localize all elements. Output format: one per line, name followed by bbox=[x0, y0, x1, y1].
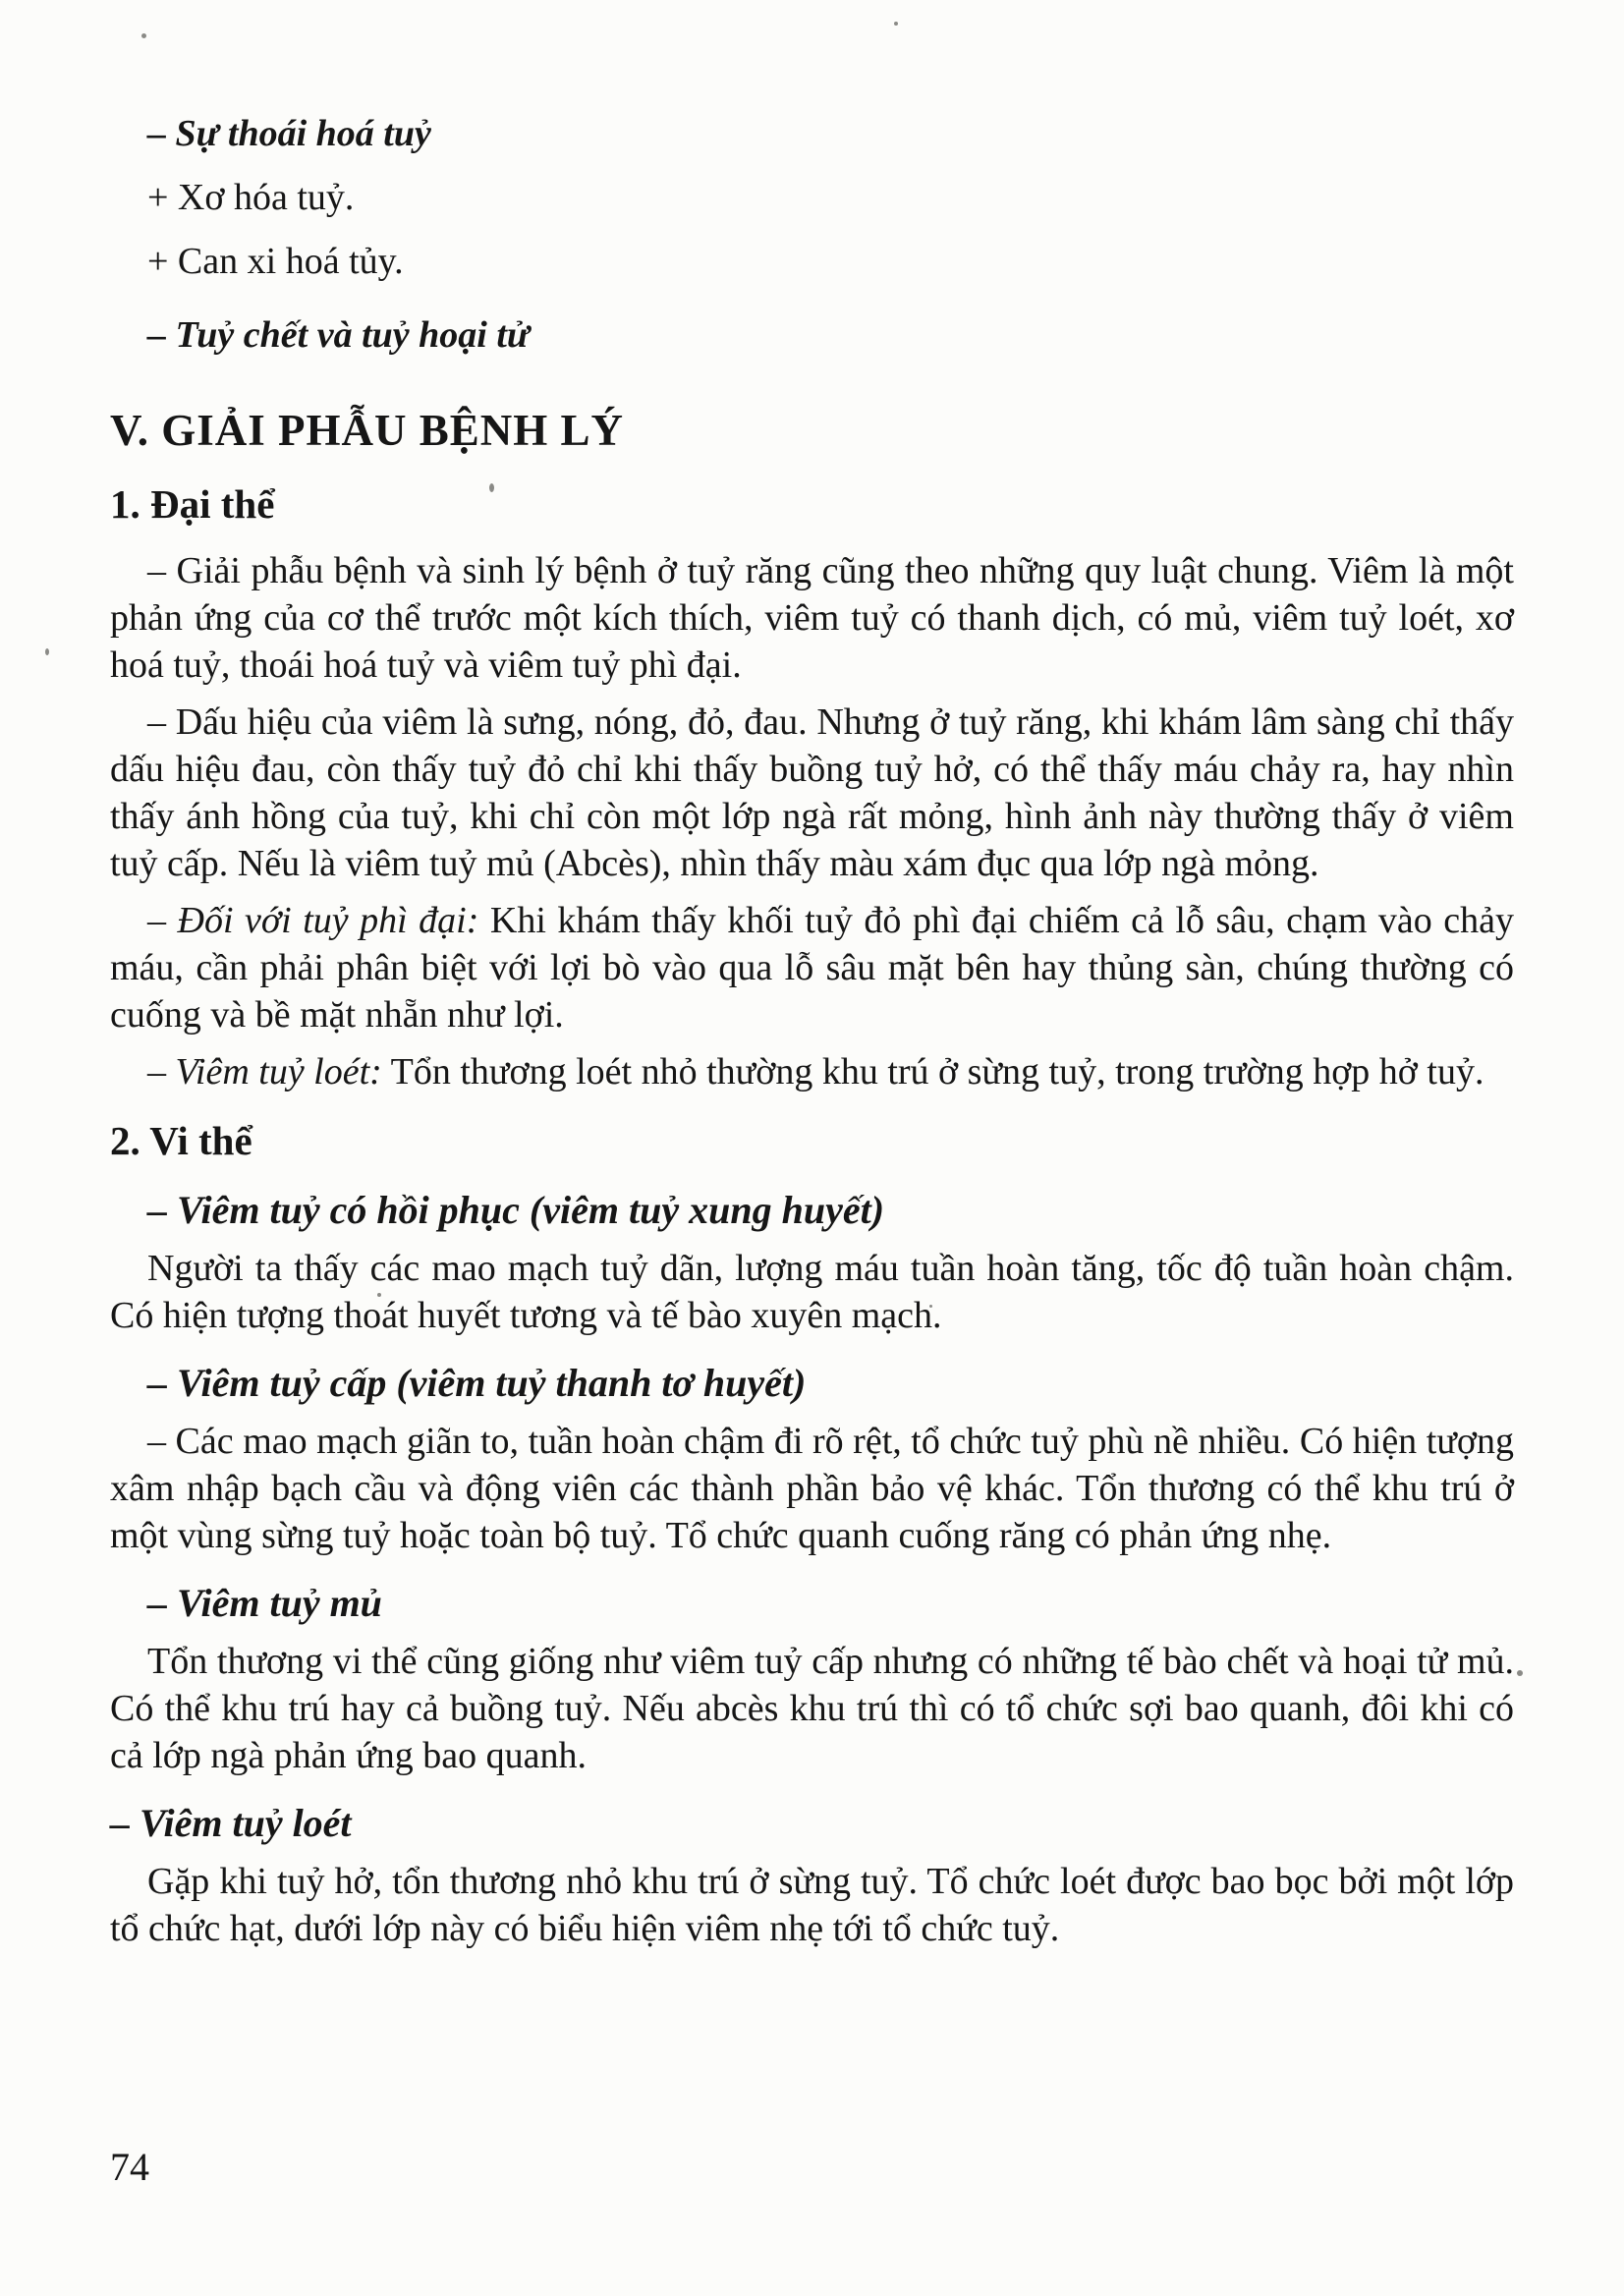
subheading-acute-pulpitis: – Viêm tuỷ cấp (viêm tuỷ thanh tơ huyết) bbox=[147, 1361, 807, 1405]
paragraph-reversible: Người ta thấy các mao mạch tuỷ dãn, lượng máu tuần hoàn tăng, tốc độ tuần hoàn chậm. Có hiện tượng thoát huyết tương và tế bào xuyên mạch. bbox=[110, 1248, 1514, 1336]
scan-speck bbox=[894, 22, 898, 26]
section-heading: V. GIẢI PHẪU BỆNH LÝ bbox=[110, 406, 624, 455]
inline-subheading-hyperplastic: – Đối với tuỷ phì đại: bbox=[147, 900, 479, 941]
subsection-heading-micro: 2. Vi thể bbox=[110, 1118, 252, 1163]
subheading-purulent-pulpitis: – Viêm tuỷ mủ bbox=[147, 1581, 382, 1625]
list-item-fibrosis: + Xơ hóa tuỷ. bbox=[147, 177, 355, 218]
paragraph-ulcer bbox=[110, 1048, 1514, 1095]
paragraph-hyperplastic-text: Khi khám thấy khối tuỷ đỏ phì đại chiếm cả lỗ sâu, chạm vào chảy máu, cần phải phân biệt với lợi bò vào qua lỗ sâu mặt bên hay thủng sàn, chúng thường có cuống và bề mặt nhẵn như lợi. bbox=[110, 900, 1514, 1036]
paragraph-ulcer-text: Tổn thương loét nhỏ thường khu trú ở sừng tuỷ, trong trường hợp hở tuỷ. bbox=[381, 1051, 1484, 1092]
scan-speck bbox=[1517, 1670, 1523, 1676]
subsection-heading-gross: 1. Đại thể bbox=[110, 481, 275, 527]
scan-speck bbox=[141, 33, 146, 38]
page-content bbox=[110, 110, 1514, 1952]
list-item-necrosis: – Tuỷ chết và tuỷ hoại tử bbox=[147, 314, 530, 356]
paragraph-ulcerative: Gặp khi tuỷ hở, tổn thương nhỏ khu trú ở sừng tuỷ. Tổ chức loét được bao bọc bởi một lớp tổ chức hạt, dưới lớp này có biểu hiện viêm nhẹ tới tổ chức tuỷ. bbox=[110, 1861, 1514, 1949]
list-item-degeneration: – Sự thoái hoá tuỷ bbox=[147, 113, 431, 154]
inline-subheading-ulcer: – Viêm tuỷ loét: bbox=[147, 1051, 382, 1092]
paragraph-gross-2: – Dấu hiệu của viêm là sưng, nóng, đỏ, đau. Nhưng ở tuỷ răng, khi khám lâm sàng chỉ thấy dấu hiệu đau, còn thấy tuỷ đỏ chỉ khi thấy buồng tuỷ hở, có thể thấy máu chảy ra, hay nhìn thấy ánh hồng của tuỷ, khi chỉ còn một lớp ngà rất mỏng, hình ảnh này thường thấy ở viêm tuỷ cấp. Nếu là viêm tuỷ mủ (Abcès), nhìn thấy màu xám đục qua lớp ngà mỏng. bbox=[110, 701, 1514, 884]
paragraph-hyperplastic bbox=[110, 897, 1514, 1038]
paragraph-acute: – Các mao mạch giãn to, tuần hoàn chậm đi rõ rệt, tổ chức tuỷ phù nề nhiều. Có hiện tượng xâm nhập bạch cầu và động viên các thành phần bảo vệ khác. Tổn thương có thể khu trú ở một vùng sừng tuỷ hoặc toàn bộ tuỷ. Tổ chức quanh cuống răng có phản ứng nhẹ. bbox=[110, 1421, 1514, 1556]
page-number: 74 bbox=[110, 2145, 149, 2189]
subheading-reversible-pulpitis: – Viêm tuỷ có hồi phục (viêm tuỷ xung huyết) bbox=[147, 1188, 885, 1232]
subheading-ulcerative-pulpitis: – Viêm tuỷ loét bbox=[110, 1801, 352, 1845]
paragraph-gross-1: – Giải phẫu bệnh và sinh lý bệnh ở tuỷ răng cũng theo những quy luật chung. Viêm là một phản ứng của cơ thể trước một kích thích, viêm tuỷ có thanh dịch, có mủ, viêm tuỷ loét, xơ hoá tuỷ, thoái hoá tuỷ và viêm tuỷ phì đại. bbox=[110, 550, 1514, 686]
paragraph-purulent: Tổn thương vi thể cũng giống như viêm tuỷ cấp nhưng có những tế bào chết và hoại tử mủ. Có thể khu trú hay cả buồng tuỷ. Nếu abcès khu trú thì có tổ chức sợi bao quanh, đôi khi có cả lớp ngà phản ứng bao quanh. bbox=[110, 1641, 1514, 1776]
list-item-calcification: + Can xi hoá tủy. bbox=[147, 241, 404, 282]
scan-speck bbox=[45, 648, 49, 655]
